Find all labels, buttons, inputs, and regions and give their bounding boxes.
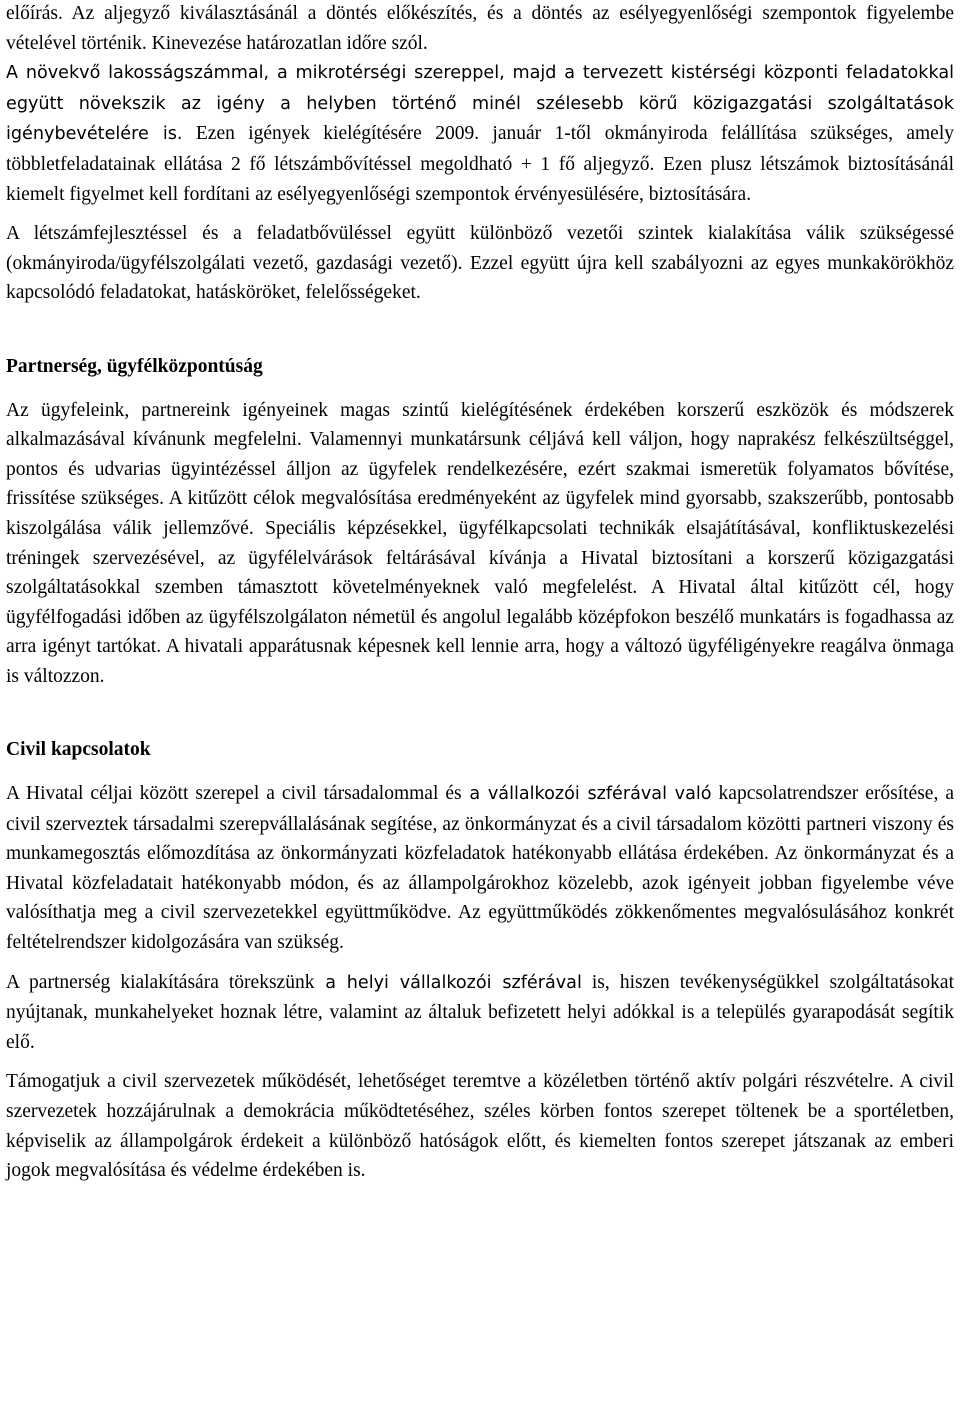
paragraph-text: Az ügyfeleink, partnereink igényeinek magas szintű kielégítésének érdekében korszerű eszközök és módszerek alkalmazásával kívánunk megfelelni. Valamennyi munkatársunk céljává kell váljon, hogy naprakész felkészültséggel, pontos és udvarias ügyintézéssel álljon az ügyfelek rendelkezésére, ezért szakmai ismeretük folyamatos bővítése, frissítése szükséges. A kitűzött célok megvalósítása eredményeként az ügyfelek mind gyorsabb, szakszerűbb, pontosabb kiszolgálása válik jellemzővé. Speciális képzésekkel, ügyfélkapcsolati technikák elsajátításával, konfliktuskezelési tréningek szervezésével, az ügyfélelvárások feltárásával kívánja a Hivatal biztosítani a korszerű közigazgatási szolgáltatásokkal szemben támasztott követelményeknek való megfelelést. A Hivatal által kitűzött cél, hogy ügyfélfogadási időben az ügyfélszolgálaton németül és angolul legalább középfokon beszélő munkatárs is fogadhassa az arra igényt tartókat. A hivatali apparátusnak képesnek kell lennie arra, hogy a változó ügyféligényekre reagálva önmaga is változzon. bbox=[6, 399, 954, 687]
paragraph-text-sans: A növekvő lakosságszámmal, a mikrotérségi szereppel, majd a tervezett kistérségi központi feladatokkal együtt növekszik az igény a helyben történő minél szélesebb körű közigazgatási szolgáltatások igénybevételére is. bbox=[6, 63, 954, 145]
paragraph-tamogatjuk bbox=[6, 1067, 954, 1185]
heading-partnership: Partnerség, ügyfélközpontúság bbox=[6, 355, 263, 377]
paragraph-text: kapcsolatrendszer erősítése, a civil szerveztek társadalmi szerepvállalásának segítése, az önkormányzat és a civil társadalom közötti partneri viszony és munkamegosztás előmozdítása az önkormányzati közfeladatok hatékonyabb ellátása érdekében. Az önkormányzat és a Hivatal közfeladatait hatékonyabb módon, és az állampolgárokhoz közelebb, azok igényeit jobban figyelembe véve valósíthatja meg a civil szervezetekkel együttműködve. Az együttműködés zökkenőmentes megvalósulásához konkrét feltételrendszer kidolgozására van szükség. bbox=[6, 783, 954, 954]
paragraph-text-sans: a vállalkozói szférával való bbox=[461, 784, 712, 805]
paragraph-aljegyzo bbox=[6, 0, 954, 58]
heading-civil: Civil kapcsolatok bbox=[6, 739, 151, 761]
paragraph-ugyfelek bbox=[6, 396, 954, 692]
paragraph-text: Ezen plusz létszámok biztosításánál kiemelt figyelmet kell fordítani az esélyegyenlőségi szempontok érvényesülésére, biztosítására. bbox=[6, 153, 954, 205]
paragraph-text: előírás. Az aljegyző kiválasztásánál a döntés előkészítés, és a döntés az esélyegyenlőségi szempontok figyelembe vételével történik. Kinevezése határozatlan időre szól. bbox=[6, 3, 954, 54]
paragraph-hivatal-celjai bbox=[6, 779, 954, 958]
paragraph-text: Ezen igények kielégítésére 2009. január 1-től okmányiroda felállítása szükséges, amely többletfeladatainak ellátása 2 fő létszámbővítéssel megoldható + 1 fő aljegyző. bbox=[6, 123, 954, 175]
paragraph-text: Támogatjuk a civil szervezetek működését, lehetőséget teremtve a közéletben történő aktív polgári részvételre. A civil szervezetek hozzájárulnak a demokrácia működtetéséhez, széles körben fontos szerepet töltenek be a sportéletben, képviselik az állampolgárok érdekeit a különböző hatóságok előtt, és kiemelten fontos szerepet játszanak az emberi jogok megvalósítása és védelme érdekében is. bbox=[6, 1071, 954, 1182]
paragraph-letszamfejlesztes bbox=[6, 219, 954, 308]
paragraph-text: A partnerség kialakítására törekszünk bbox=[6, 971, 315, 993]
document-page bbox=[6, 0, 954, 1186]
paragraph-lakossag bbox=[6, 58, 954, 209]
paragraph-text: A létszámfejlesztéssel és a feladatbővüléssel együtt különböző vezetői szintek kialakítása válik szükségessé (okmányiroda/ügyfélszolgálati vezető, gazdasági vezető). Ezzel együtt újra kell szabályozni az egyes munkakörökhöz kapcsolódó feladatokat, hatásköröket, felelősségeket. bbox=[6, 223, 954, 304]
paragraph-text-sans: a helyi vállalkozói szférával bbox=[314, 972, 582, 993]
paragraph-partnerseg bbox=[6, 968, 954, 1058]
paragraph-text: A Hivatal céljai között szerepel a civil társadalommal és bbox=[6, 783, 462, 805]
paragraph-text: is, hiszen tevékenységükkel szolgáltatásokat nyújtanak, munkahelyeket hoznak létre, valamint az általuk befizetett helyi adókkal is a település gyarapodását segítik elő. bbox=[6, 971, 954, 1053]
